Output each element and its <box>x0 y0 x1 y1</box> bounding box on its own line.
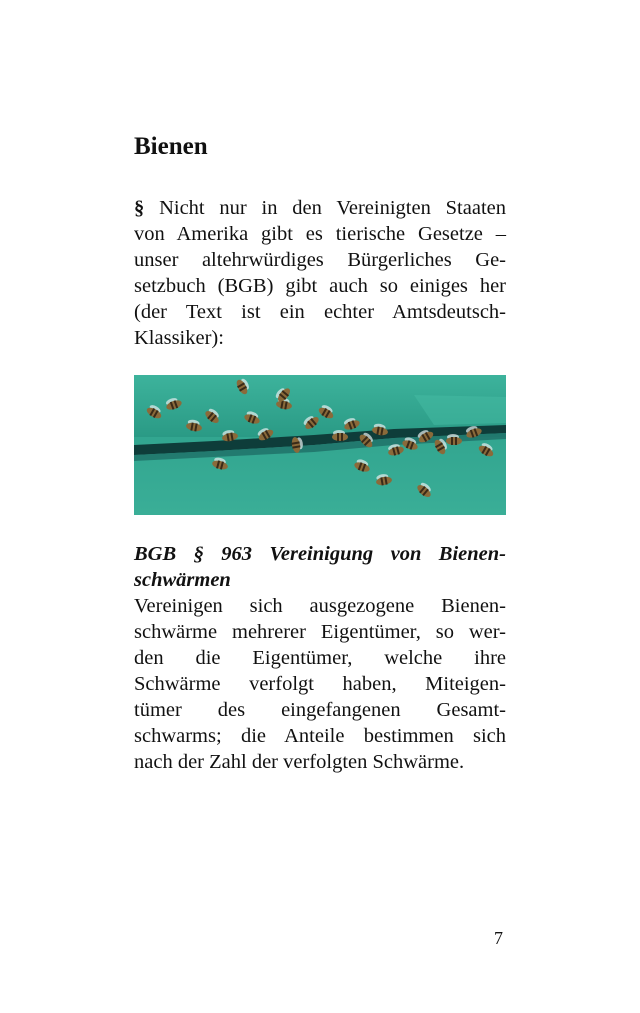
law-body-line: schwärme mehrerer Eigentümer, so wer- <box>134 621 506 643</box>
intro-paragraph <box>134 195 506 351</box>
intro-line: unser altehrwürdiges Bürgerliches Ge- <box>134 249 506 271</box>
law-title-line: BGB § 963 Vereinigung von Bienen- <box>134 543 506 565</box>
law-title-line: schwärmen <box>134 569 231 591</box>
page-heading: Bienen <box>134 133 208 160</box>
intro-line: Klassiker): <box>134 327 224 349</box>
intro-line: von Amerika gibt es tierische Gesetze – <box>134 223 506 245</box>
law-body-line: schwarms; die Anteile bestimmen sich <box>134 725 506 747</box>
section-sign: § <box>134 197 145 219</box>
law-body-line: den die Eigentümer, welche ihre <box>134 647 506 669</box>
law-body-line: nach der Zahl der verfolgten Schwärme. <box>134 751 465 773</box>
intro-line: setzbuch (BGB) gibt auch so einiges her <box>134 275 506 297</box>
law-body-line: Vereinigen sich ausgezogene Bienen- <box>134 595 506 617</box>
page-number: 7 <box>494 928 503 948</box>
intro-line: § Nicht nur in den Vereinigten Staaten <box>134 197 506 219</box>
law-body-line: tümer des eingefangenen Gesamt- <box>134 699 506 721</box>
law-body <box>134 593 506 775</box>
law-body-line: Schwärme verfolgt haben, Miteigen- <box>134 673 506 695</box>
law-title <box>134 541 506 593</box>
intro-line: (der Text ist ein echter Amtsdeutsch- <box>134 301 506 323</box>
bees-photo <box>134 375 506 515</box>
